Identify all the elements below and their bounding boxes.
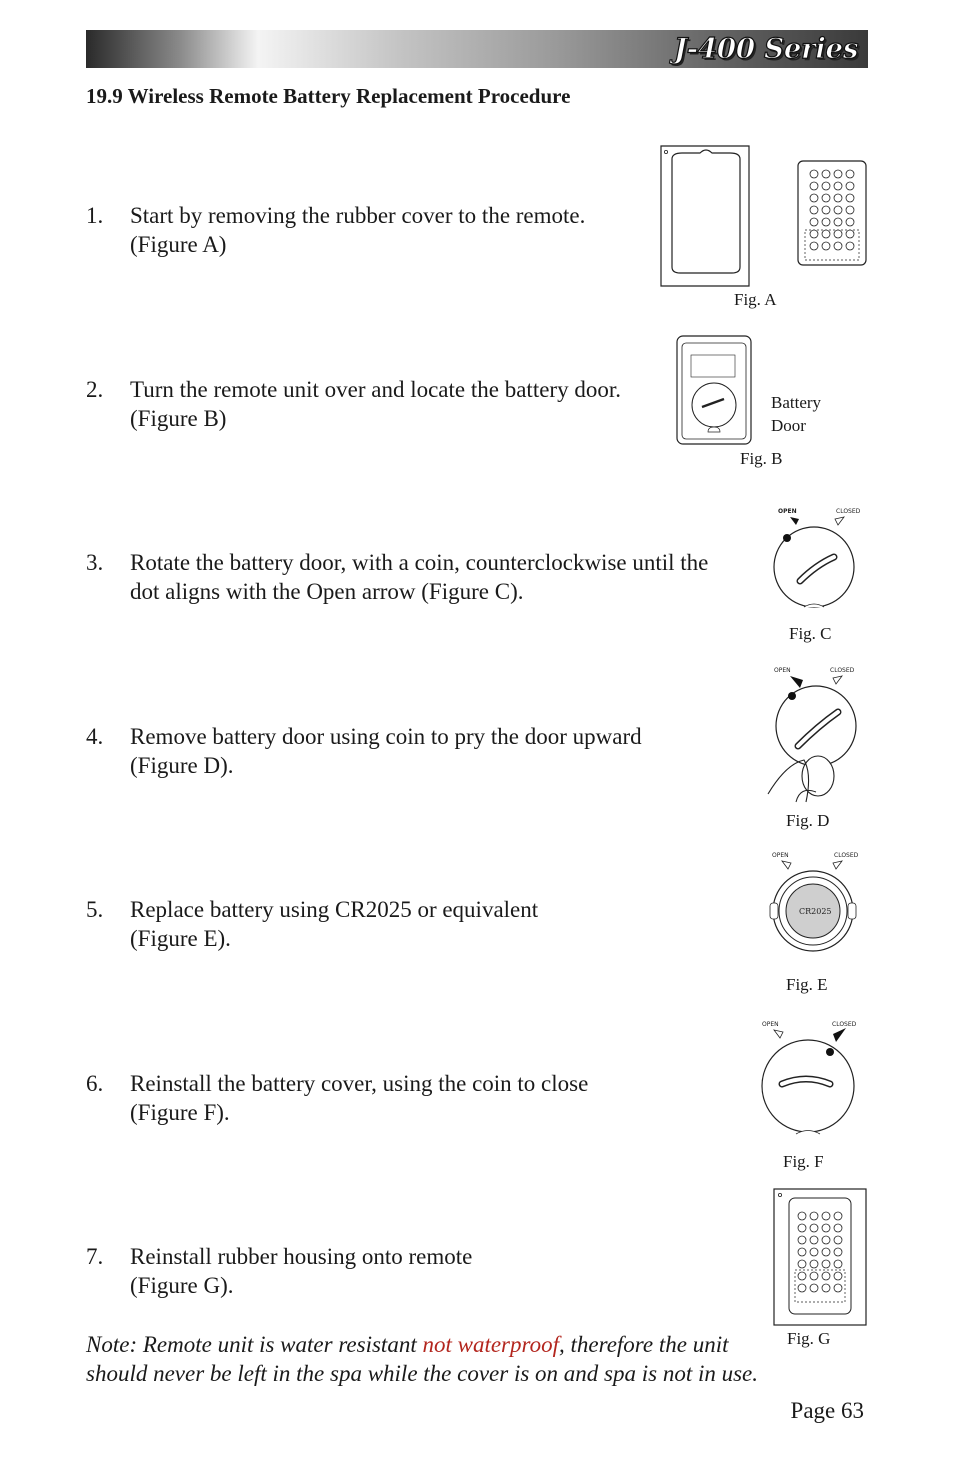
note-text-start: Note: Remote unit is water resistant [86, 1332, 423, 1357]
figure-a-cover-illustration [660, 145, 752, 287]
remote-button-icon [834, 1284, 842, 1292]
remote-button-icon [822, 1272, 830, 1280]
remote-button-icon [810, 242, 818, 250]
remote-button-icon [798, 1272, 806, 1280]
step-text-line2: (Figure B) [130, 406, 227, 431]
step-number: 5. [86, 897, 104, 922]
step-number: 3. [86, 550, 104, 575]
battery-door-callout-line2: Door [771, 416, 806, 435]
remote-button-icon [798, 1260, 806, 1268]
remote-button-icon [834, 206, 842, 214]
step-number: 4. [86, 724, 104, 749]
remote-button-icon [846, 182, 854, 190]
note-paragraph [86, 1330, 786, 1388]
remote-button-icon [822, 182, 830, 190]
step-text-line1: Turn the remote unit over and locate the battery door. [130, 377, 621, 402]
figure-e-label: Fig. E [786, 975, 828, 994]
step-number: 6. [86, 1071, 104, 1096]
step-text-line1: Start by removing the rubber cover to the remote. [130, 203, 586, 228]
remote-button-icon [834, 1236, 842, 1244]
header-bar [86, 30, 868, 68]
remote-button-icon [834, 194, 842, 202]
remote-button-icon [822, 170, 830, 178]
remote-button-icon [798, 1212, 806, 1220]
remote-button-icon [810, 1272, 818, 1280]
remote-button-icon [822, 194, 830, 202]
remote-button-icon [834, 170, 842, 178]
remote-button-icon [834, 1212, 842, 1220]
remote-button-icon [810, 218, 818, 226]
figure-b-label: Fig. B [740, 449, 783, 468]
remote-button-icon [822, 206, 830, 214]
figure-g-remote-housing-illustration [773, 1188, 867, 1326]
step-number: 7. [86, 1244, 104, 1269]
closed-label: CLOSED [830, 667, 855, 674]
figure-b-remote-back-illustration [676, 335, 752, 445]
remote-button-icon [810, 206, 818, 214]
section-heading: 19.9 Wireless Remote Battery Replacement Procedure [86, 84, 571, 108]
battery-door-callout-line1: Battery [771, 393, 822, 412]
figure-e-battery-illustration [766, 849, 862, 959]
remote-button-icon [822, 1260, 830, 1268]
remote-button-icon [798, 1224, 806, 1232]
closed-label: CLOSED [836, 508, 861, 515]
remote-button-icon [810, 1224, 818, 1232]
step-text-line2: dot aligns with the Open arrow (Figure C). [130, 579, 524, 604]
open-label: OPEN [774, 667, 791, 674]
step-text-line2: (Figure F). [130, 1100, 230, 1125]
step-text-line2: (Figure A) [130, 232, 227, 257]
step-text-line1: Reinstall rubber housing onto remote [130, 1244, 473, 1269]
remote-button-icon [822, 218, 830, 226]
step-text-line1: Remove battery door using coin to pry the door upward [130, 724, 642, 749]
page-number: Page 63 [790, 1398, 864, 1423]
step-text-line1: Replace battery using CR2025 or equivalent [130, 897, 539, 922]
remote-button-icon [810, 170, 818, 178]
step-number: 2. [86, 377, 104, 402]
remote-button-icon [822, 1284, 830, 1292]
remote-button-icon [810, 182, 818, 190]
remote-button-icon [846, 218, 854, 226]
remote-button-icon [822, 1224, 830, 1232]
figure-f-label: Fig. F [783, 1152, 824, 1171]
open-label: OPEN [772, 852, 789, 859]
open-label: OPEN [762, 1021, 779, 1028]
remote-button-icon [822, 230, 830, 238]
figure-g-label: Fig. G [787, 1329, 831, 1348]
step-text-line1: Rotate the battery door, with a coin, counterclockwise until the [130, 550, 709, 575]
remote-button-icon [822, 1248, 830, 1256]
remote-button-icon [822, 1212, 830, 1220]
remote-button-icon [822, 242, 830, 250]
battery-model-label: CR2025 [799, 907, 832, 916]
remote-button-icon [798, 1248, 806, 1256]
remote-button-icon [810, 1284, 818, 1292]
closed-label: CLOSED [834, 852, 859, 859]
figure-d-prying-illustration [766, 664, 862, 806]
figure-a-label: Fig. A [734, 290, 777, 309]
remote-button-icon [834, 1248, 842, 1256]
figure-d-label: Fig. D [786, 811, 830, 830]
remote-button-icon [834, 218, 842, 226]
remote-button-icon [810, 194, 818, 202]
remote-button-icon [810, 1248, 818, 1256]
remote-button-icon [810, 1260, 818, 1268]
step-number: 1. [86, 203, 104, 228]
figure-a-remote-illustration [797, 160, 867, 266]
remote-button-icon [834, 242, 842, 250]
figure-c-battery-door-illustration [772, 505, 864, 615]
figure-c-label: Fig. C [789, 624, 832, 643]
remote-button-icon [798, 1284, 806, 1292]
remote-button-icon [810, 1236, 818, 1244]
note-text-end: , therefore the unit should never be left in the spa while the cover is on and spa is not in use. [86, 1332, 759, 1386]
figure-f-closing-illustration [760, 1018, 864, 1148]
remote-button-icon [810, 230, 818, 238]
remote-button-icon [846, 170, 854, 178]
remote-button-icon [810, 1212, 818, 1220]
series-title: J-400 Series [673, 32, 858, 65]
closed-label: CLOSED [832, 1021, 857, 1028]
remote-button-icon [846, 194, 854, 202]
step-text-line2: (Figure D). [130, 753, 234, 778]
remote-button-icon [798, 1236, 806, 1244]
remote-button-icon [846, 242, 854, 250]
note-emphasis: not waterproof [422, 1332, 559, 1357]
remote-button-icon [834, 1260, 842, 1268]
remote-button-icon [846, 230, 854, 238]
remote-button-icon [822, 1236, 830, 1244]
remote-button-icon [834, 230, 842, 238]
remote-button-icon [834, 182, 842, 190]
remote-button-icon [834, 1224, 842, 1232]
remote-button-icon [834, 1272, 842, 1280]
step-text-line2: (Figure G). [130, 1273, 234, 1298]
open-label: OPEN [778, 508, 797, 515]
step-text-line1: Reinstall the battery cover, using the coin to close [130, 1071, 589, 1096]
remote-button-icon [846, 206, 854, 214]
step-text-line2: (Figure E). [130, 926, 231, 951]
